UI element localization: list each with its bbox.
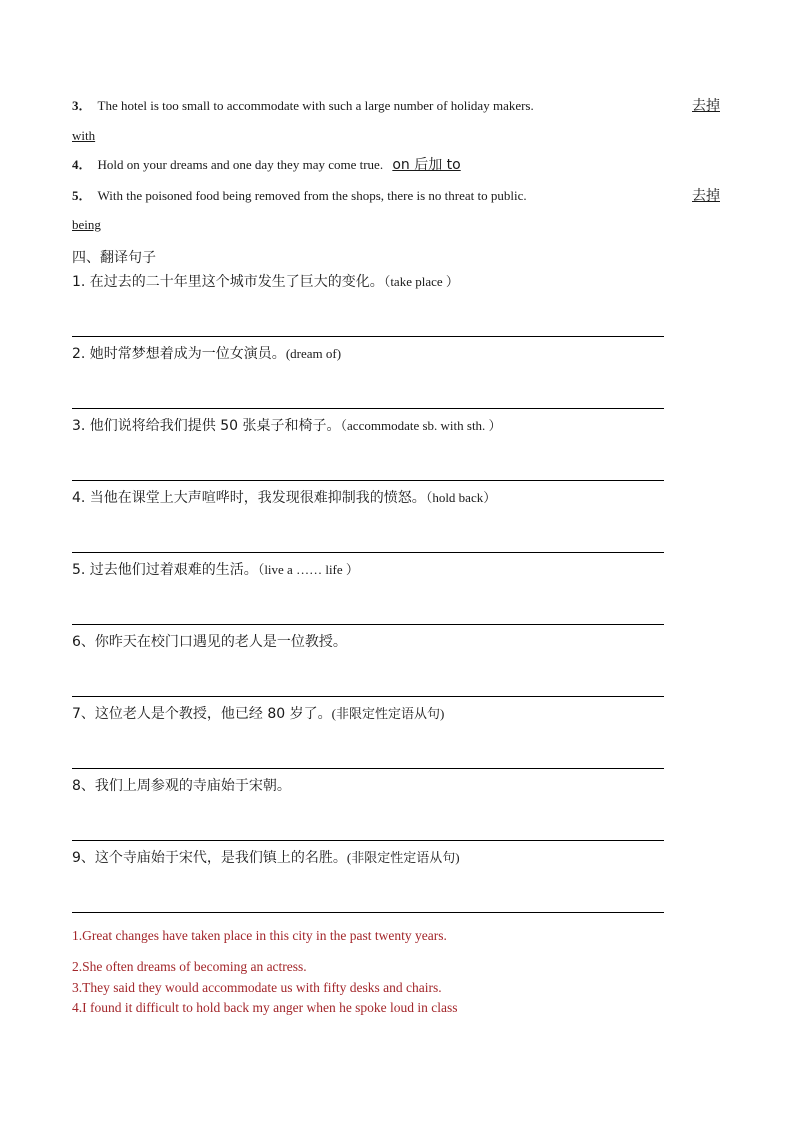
correction-fix: 去掉 (692, 98, 720, 114)
answer-line[interactable] (72, 840, 664, 841)
correction-fix: on 后加 to (392, 157, 461, 173)
correction-item-4: 4． Hold on your dreams and one day they may come true. on 后加 to (72, 157, 461, 173)
answer-line[interactable] (72, 912, 664, 913)
translate-question-4: 4. 当他在课堂上大声喧哗时，我发现很难抑制我的愤怒。（hold back） (72, 490, 497, 506)
answer-line[interactable] (72, 696, 664, 697)
translate-question-8: 8、我们上周参观的寺庙始于宋朝。 (72, 778, 291, 794)
answer-line[interactable] (72, 480, 664, 481)
translate-question-5: 5. 过去他们过着艰难的生活。（live a …… life ） (72, 562, 359, 578)
correction-item-3 (72, 97, 720, 115)
correction-item-5-continued: being (72, 217, 101, 232)
answer-line[interactable] (72, 336, 664, 337)
correction-item-3-continued: with (72, 128, 96, 143)
translate-question-1: 1. 在过去的二十年里这个城市发生了巨大的变化。（take place ） (72, 274, 459, 290)
translate-question-2: 2. 她时常梦想着成为一位女演员。(dream of) (72, 346, 342, 362)
translate-question-7: 7、这位老人是个教授，他已经 80 岁了。(非限定性定语从句) (72, 706, 445, 722)
answer-line[interactable] (72, 624, 664, 625)
correction-sentence: 5． With the poisoned food being removed from the shops, there is no threat to public. (72, 188, 527, 203)
correction-item-5 (72, 187, 720, 205)
section-heading: 四、翻译句子 (72, 250, 156, 266)
answer-text-4: 4.I found it difficult to hold back my anger when he spoke loud in class (72, 1000, 458, 1015)
answer-text-1: 1.Great changes have taken place in this city in the past twenty years. (72, 928, 447, 943)
answer-line[interactable] (72, 408, 664, 409)
correction-sentence: 3． The hotel is too small to accommodate with such a large number of holiday makers. (72, 98, 534, 113)
translate-question-3: 3. 他们说将给我们提供 50 张桌子和椅子。（accommodate sb. with sth. ） (72, 418, 502, 434)
answer-text-2: 2.She often dreams of becoming an actress. (72, 959, 307, 974)
answer-line[interactable] (72, 552, 664, 553)
translate-question-6: 6、你昨天在校门口遇见的老人是一位教授。 (72, 634, 347, 650)
answer-text-3: 3.They said they would accommodate us with fifty desks and chairs. (72, 980, 442, 995)
correction-fix: 去掉 (692, 188, 720, 204)
translate-question-9: 9、这个寺庙始于宋代，是我们镇上的名胜。(非限定性定语从句) (72, 850, 460, 866)
answer-line[interactable] (72, 768, 664, 769)
